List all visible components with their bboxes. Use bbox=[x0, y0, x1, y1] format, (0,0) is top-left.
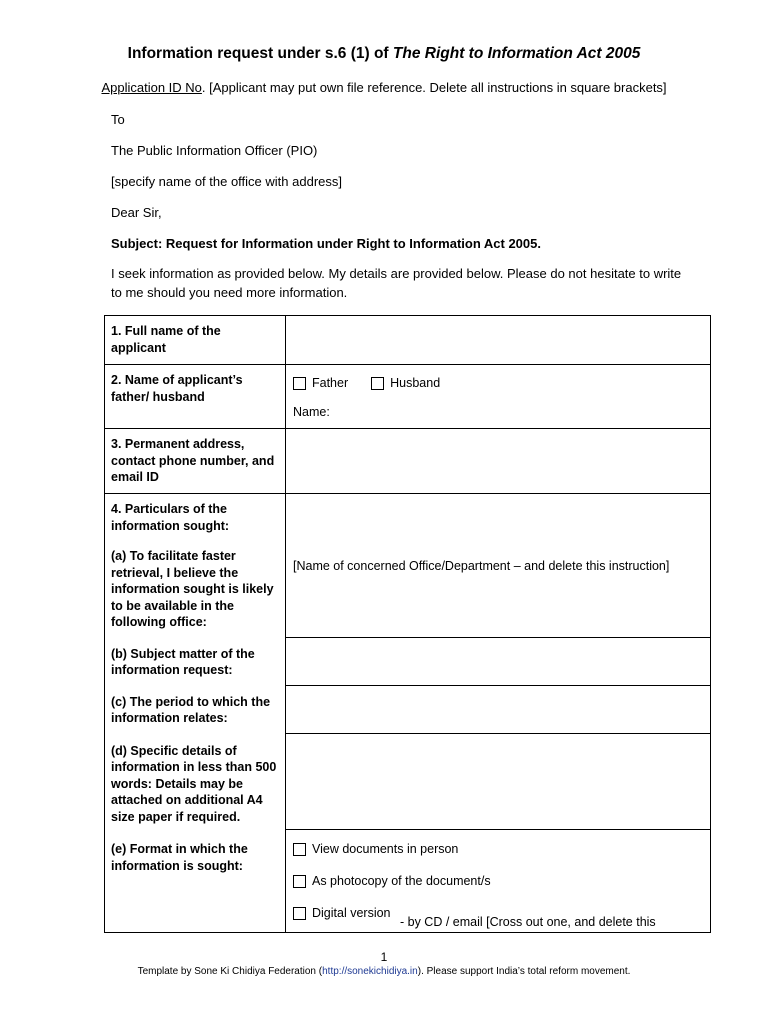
specific-details-field[interactable] bbox=[286, 734, 711, 830]
address-field[interactable] bbox=[286, 429, 711, 494]
row1-label-line-2: applicant bbox=[111, 340, 166, 355]
form-row-applicant-name bbox=[105, 316, 711, 365]
office-instruction-value: [Name of concerned Office/Department – and delete this instruction] bbox=[293, 558, 670, 573]
intro-line-2: to me should you need more information. bbox=[111, 285, 348, 300]
particulars-label bbox=[105, 494, 286, 933]
footer-suffix: ). Please support India’s total reform movement. bbox=[417, 966, 631, 977]
page-number: 1 bbox=[380, 950, 388, 964]
item-a-line-4: to be available in the bbox=[111, 598, 234, 613]
photocopy-label: As photocopy of the document/s bbox=[312, 874, 491, 888]
digital-version-label: Digital version bbox=[312, 906, 391, 920]
parent-name-label[interactable]: Name: bbox=[293, 405, 330, 419]
item-d-line-2: information in less than 500 bbox=[111, 760, 277, 774]
view-in-person-label: View documents in person bbox=[312, 842, 459, 856]
title-act-name: The Right to Information Act 2005 bbox=[392, 45, 641, 62]
husband-option-label: Husband bbox=[390, 376, 441, 390]
footer-prefix: Template by Sone Ki Chidiya Federation ( bbox=[137, 966, 323, 977]
addressee-to: To bbox=[111, 112, 125, 127]
item-c-line-1: (c) The period to which the bbox=[111, 694, 271, 709]
subject-matter-field[interactable] bbox=[286, 638, 711, 686]
item-e-line-2: information is sought: bbox=[111, 858, 243, 873]
father-option-label: Father bbox=[312, 376, 349, 390]
view-in-person-checkbox[interactable] bbox=[293, 843, 306, 856]
row1-label-line-1: 1. Full name of the bbox=[111, 324, 221, 338]
father-husband-label bbox=[105, 365, 286, 429]
item-b-line-2: information request: bbox=[111, 663, 233, 677]
item-b-line-1: (b) Subject matter of the bbox=[111, 646, 255, 661]
row2-label-line-1: 2. Name of applicant’s bbox=[111, 373, 243, 387]
format-option-photocopy bbox=[293, 873, 703, 905]
applicant-name-field[interactable] bbox=[286, 316, 711, 365]
office-field[interactable] bbox=[286, 494, 711, 638]
format-field bbox=[286, 830, 711, 933]
item-d-line-5: size paper if required. bbox=[111, 809, 241, 824]
period-field[interactable] bbox=[286, 686, 711, 734]
addressee-pio: The Public Information Officer (PIO) bbox=[111, 143, 318, 158]
row4-label-line-2: information sought: bbox=[111, 518, 230, 533]
husband-checkbox[interactable] bbox=[371, 377, 384, 390]
row3-label-line-2: contact phone number, and bbox=[111, 453, 275, 468]
father-checkbox[interactable] bbox=[293, 377, 306, 390]
father-husband-field bbox=[286, 365, 711, 429]
item-e-line-1: (e) Format in which the bbox=[111, 842, 248, 856]
form-row-address bbox=[105, 429, 711, 494]
item-a-line-5: following office: bbox=[111, 615, 207, 629]
document-title bbox=[0, 45, 768, 63]
row3-label-line-3: email ID bbox=[111, 470, 159, 484]
item-c-line-2: information relates: bbox=[111, 711, 228, 725]
photocopy-checkbox[interactable] bbox=[293, 875, 306, 888]
office-instruction: [specify name of the office with address] bbox=[111, 174, 342, 189]
row4-label-line-1: 4. Particulars of the bbox=[111, 502, 228, 516]
applicant-name-label bbox=[105, 316, 286, 365]
item-a-line-1: (a) To facilitate faster bbox=[111, 549, 236, 563]
format-option-digital bbox=[293, 905, 703, 929]
application-id-label: Application ID No bbox=[101, 80, 202, 95]
application-id-line bbox=[0, 80, 768, 95]
digital-version-checkbox[interactable] bbox=[293, 907, 306, 920]
address-label bbox=[105, 429, 286, 494]
digital-version-note: - by CD / email [Cross out one, and delete this bbox=[400, 915, 656, 929]
footer-link[interactable]: http://sonekichidiya.in bbox=[322, 966, 418, 977]
item-d-line-4: attached on additional A4 bbox=[111, 793, 263, 807]
item-d-line-1: (d) Specific details of bbox=[111, 743, 237, 758]
form-row-father-husband bbox=[105, 365, 711, 429]
item-d-line-3: words: Details may be bbox=[111, 776, 243, 791]
title-prefix: Information request under s.6 (1) of bbox=[127, 45, 393, 62]
subject-line: Subject: Request for Information under Right to Information Act 2005. bbox=[111, 236, 541, 251]
item-a-line-3: information sought is likely bbox=[111, 582, 274, 596]
form-row-particulars-a bbox=[105, 494, 711, 638]
footer-credit bbox=[0, 966, 768, 977]
intro-paragraph bbox=[111, 264, 711, 302]
intro-line-1: I seek information as provided below. My details are provided below. Please do not hesitate to write bbox=[111, 266, 682, 281]
application-id-instruction: [Applicant may put own file reference. Delete all instructions in square brackets] bbox=[205, 80, 667, 95]
row2-label-line-2: father/ husband bbox=[111, 389, 205, 404]
application-id-dot: . bbox=[201, 80, 206, 95]
item-a-line-2: retrieval, I believe the bbox=[111, 565, 239, 580]
row3-label-line-1: 3. Permanent address, bbox=[111, 437, 245, 451]
salutation: Dear Sir, bbox=[111, 205, 162, 220]
information-request-form bbox=[104, 315, 711, 933]
format-option-view bbox=[293, 841, 703, 873]
